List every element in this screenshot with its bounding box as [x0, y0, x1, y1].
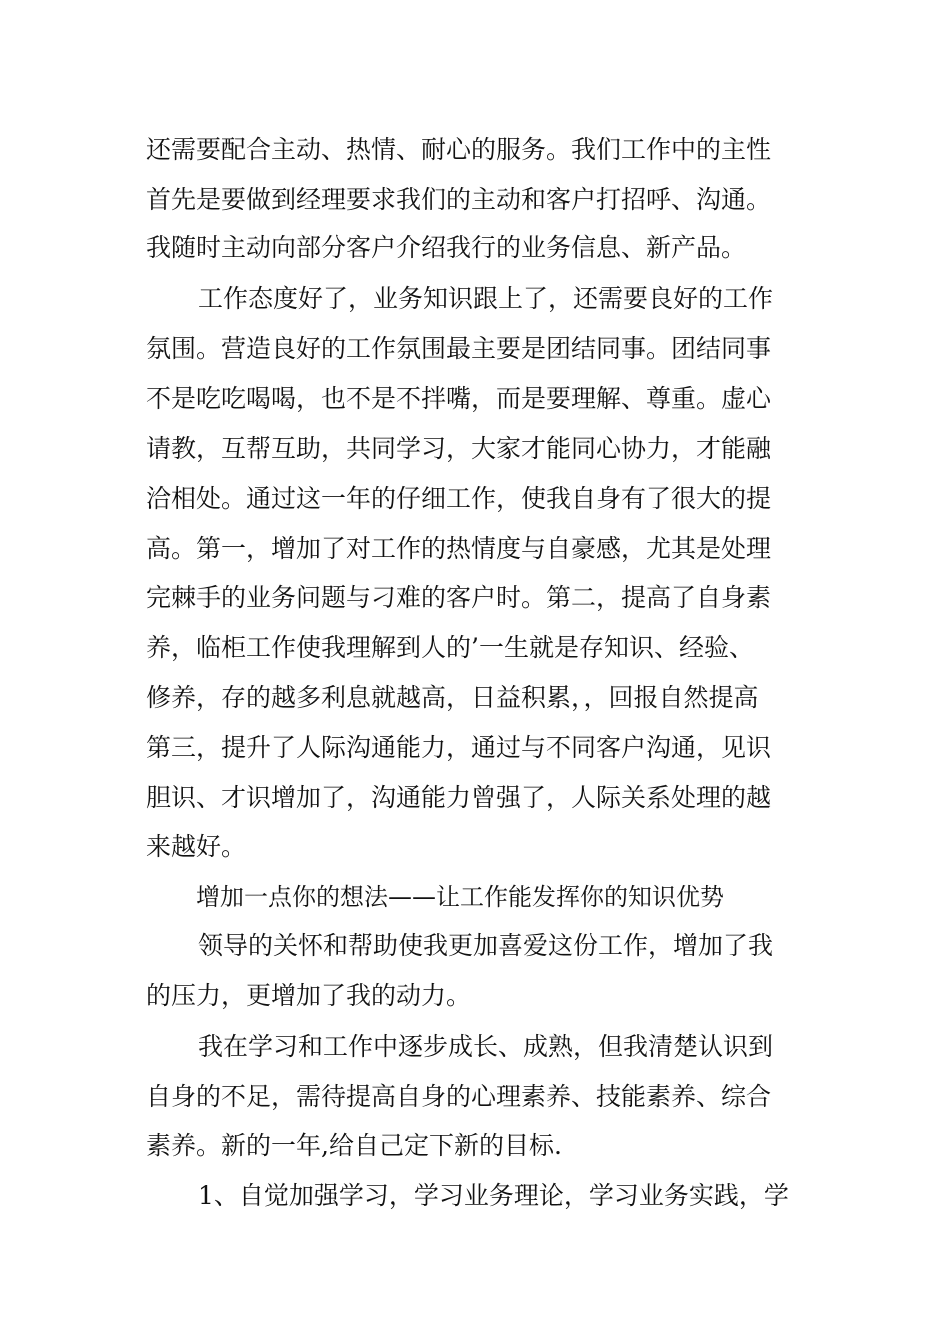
text-line: 请教，互帮互助，共同学习，大家才能同心协力，才能融 [146, 434, 772, 463]
text-line: 的压力，更增加了我的动力。 [146, 981, 472, 1010]
text-line: 洽相处。通过这一年的仔细工作，使我自身有了很大的提 [146, 484, 772, 513]
text-line: 首先是要做到经理要求我们的主动和客户打招呼、沟通。 [146, 185, 772, 214]
list-item-line: 1、自觉加强学习，学习业务理论，学习业务实践，学 [198, 1181, 789, 1210]
text-line: 我随时主动向部分客户介绍我行的业务信息、新产品。 [146, 233, 747, 262]
text-line: 氛围。营造良好的工作氛围最主要是团结同事。团结同事 [146, 334, 772, 363]
paragraph-start-line: 我在学习和工作中逐步成长、成熟，但我清楚认识到 [198, 1032, 774, 1061]
text-line: 第三，提升了人际沟通能力，通过与不同客户沟通，见识 [146, 733, 772, 762]
text-line: 胆识、才识增加了，沟通能力曾强了，人际关系处理的越 [146, 783, 772, 812]
text-line: 养，临柜工作使我理解到人的’一生就是存知识、经验、 [146, 633, 754, 662]
text-line: 修养，存的越多利息就越高，日益积累，，回报自然提高 [146, 683, 759, 712]
text-line: 还需要配合主动、热情、耐心的服务。我们工作中的主性 [146, 135, 772, 164]
paragraph-start-line: 工作态度好了，业务知识跟上了，还需要良好的工作 [198, 284, 774, 313]
text-line: 不是吃吃喝喝，也不是不拌嘴，而是要理解、尊重。虚心 [146, 384, 772, 413]
text-line: 自身的不足，需待提高自身的心理素养、技能素养、综合 [146, 1082, 772, 1111]
text-line: 来越好。 [146, 832, 247, 861]
text-line: 高。第一，增加了对工作的热情度与自豪感，尤其是处理 [146, 534, 772, 563]
section-heading: 增加一点你的想法——让工作能发挥你的知识优势 [196, 883, 724, 911]
text-line: 完棘手的业务问题与刁难的客户时。第二，提高了自身素 [146, 583, 772, 612]
paragraph-start-line: 领导的关怀和帮助使我更加喜爱这份工作，增加了我 [198, 931, 774, 960]
text-line: 素养。新的一年,给自己定下新的目标. [146, 1131, 562, 1160]
